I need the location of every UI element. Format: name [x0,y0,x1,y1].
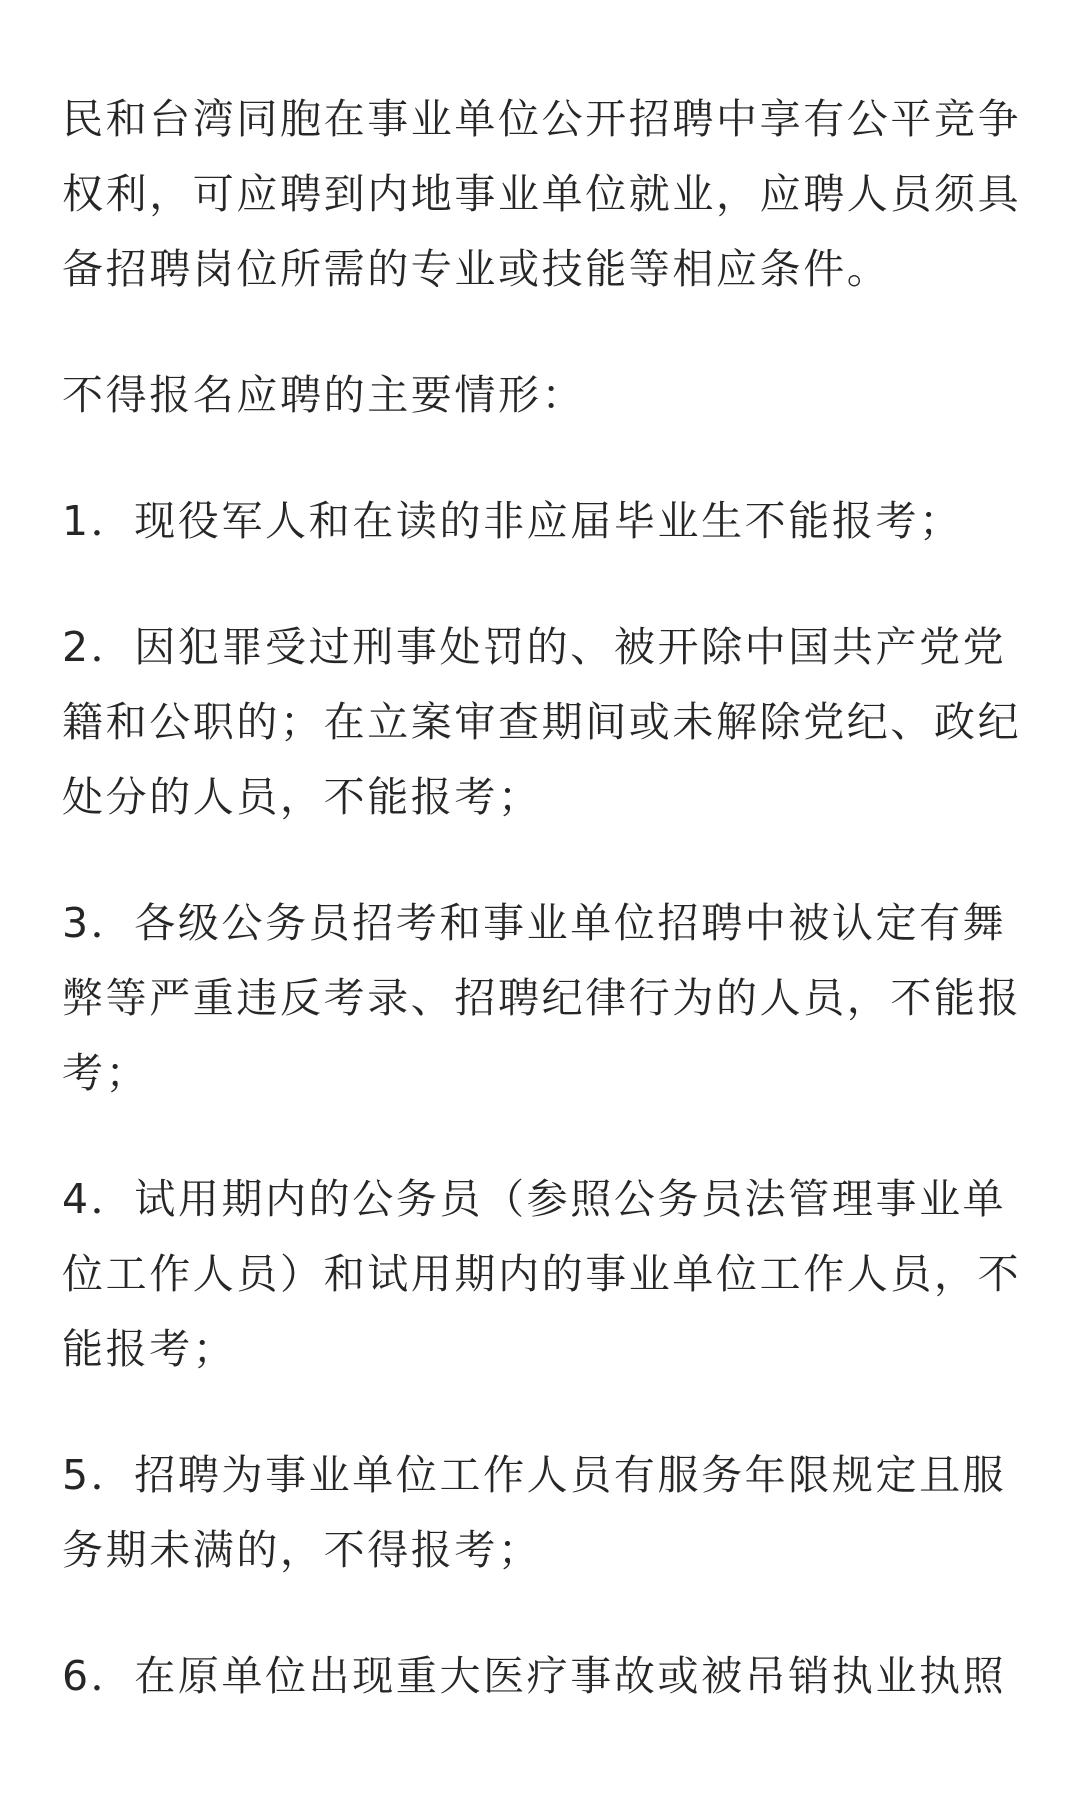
list-item-2: 2．因犯罪受过刑事处罚的、被开除中国共产党党籍和公职的；在立案审查期间或未解除党纪、政纪处分的人员，不能报考； [62,623,1022,821]
list-item-5: 5．招聘为事业单位工作人员有服务年限规定且服务期未满的，不得报考； [62,1451,1007,1574]
list-item-4: 4．试用期内的公务员（参照公务员法管理事业单位工作人员）和试用期内的事业单位工作人员，不能报考； [62,1175,1022,1373]
intro-paragraph: 民和台湾同胞在事业单位公开招聘中享有公平竞争权利，可应聘到内地事业单位就业，应聘人员须具备招聘岗位所需的专业或技能等相应条件。 [62,95,1022,293]
article-body [62,82,1022,1765]
list-item-6: 6．在原单位出现重大医疗事故或被吊销执业执照 [62,1652,1007,1700]
list-item-3: 3．各级公务员招考和事业单位招聘中被认定有舞弊等严重违反考录、招聘纪律行为的人员，不能报考； [62,899,1022,1097]
subheading: 不得报名应聘的主要情形： [62,371,586,419]
list-item-1: 1．现役军人和在读的非应届毕业生不能报考； [62,497,963,545]
